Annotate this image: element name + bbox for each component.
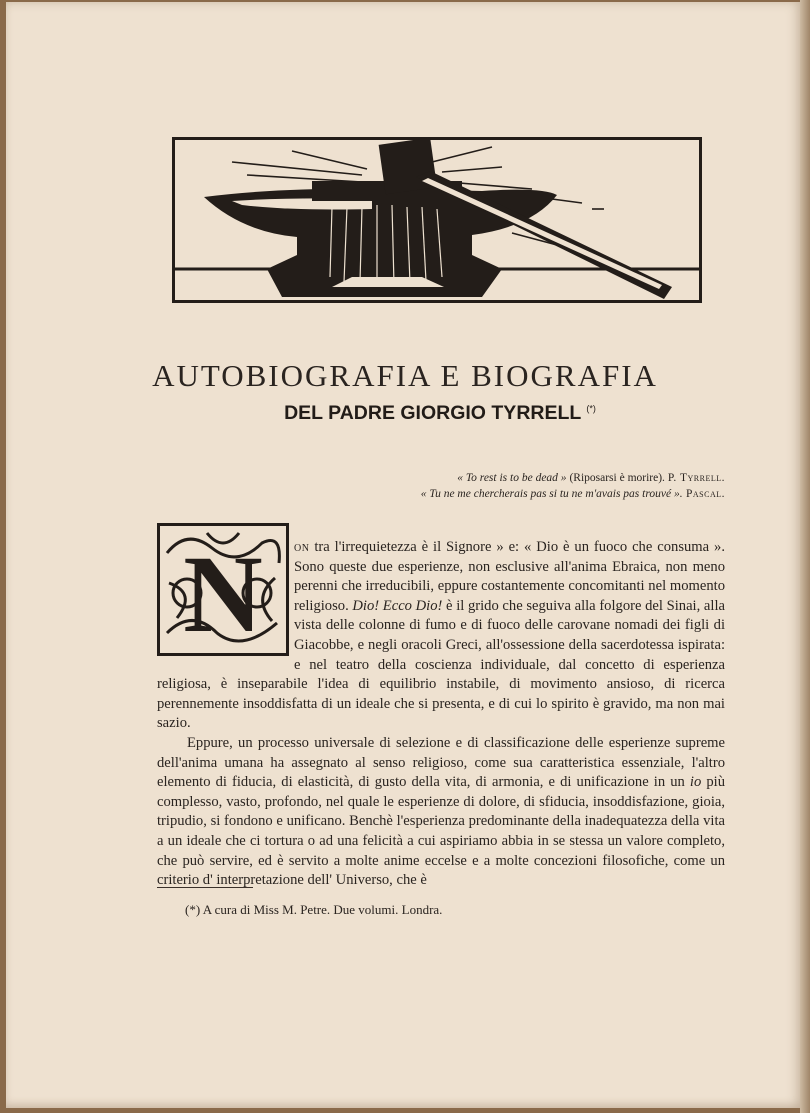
footnote-rule [157,887,253,888]
article-title: AUTOBIOGRAFIA E BIOGRAFIA [152,358,658,393]
epigraph-translation: (Riposarsi è morire). [566,472,668,484]
paragraph-2-text-b: più complesso, vasto, profondo, nel quale le esperienze di dolore, di sfiducia, insoddisfazione, gioia, tripudio, si fondono e unificano. Benchè l'esperienza predominante della inadequatezza della vita a un ideale che ci tortura o ad una felicità a cui aspiriamo abbia in se stessa un valore completo, che può servire, ed è servito a molte anime eccelse e a molte concezioni filosofiche, come un criterio d' interpretazione dell' Universo, che è [157,774,726,889]
epigraph-quote: « To rest is to be dead » [457,472,567,484]
epigraph-author: Pascal. [682,488,725,500]
article-subtitle [0,402,810,425]
article-body [157,538,725,891]
paragraph-1-text-b: è il grido che seguiva alla folgore del Sinai, alla vista delle colonne di fumo e di fuoco delle carovane nomadi dei figli di Giacobbe, e negli oracoli Greci, all'ossessione della sacerdotessa ispirata: e nel teatro della coscienza individuale, dal concetto di esperienza religiosa, è inseparabile l'idea di equilibrio instabile, di movimento ansioso, di ricerca perennemente insoddisfatta di un ideale che si presenta, e di cui lo spirito è gravido, ma non mai sazio. [157,597,725,732]
epigraph-line-1 [421,470,725,486]
epigraph-author: P. Tyrrell. [667,472,725,484]
book-spine [800,0,810,1113]
anvil-hammer-woodcut [172,137,702,303]
paragraph-1-italic: Dio! Ecco Dio! [352,597,443,614]
paragraph-1-text-a: tra l'irrequietezza è il Signore » e: « Dio è un fuoco che consuma ». Sono queste due esperienze, non esclusive all'anima Ebraica, non meno perenni che irreducibili, eppure costantemente concomitanti nel momento religioso. [294,539,725,614]
epigraph [421,470,725,502]
subtitle-text: DEL PADRE GIORGIO TYRRELL [284,402,581,424]
paragraph-1-lead: on [294,539,310,555]
dropcap-space [157,538,294,663]
paragraph-2-text-a: Eppure, un processo universale di selezione e di classificazione delle esperienze supreme dell'anima umana ha assegnato al senso religioso, come sua caratteristica essenziale, l'altro elemento di fiducia, di elasticità, di gusto della vita, di armonia, e di unificazione in un [157,734,725,791]
dropcap-letter: N [183,533,263,655]
footnote: (*) A cura di Miss M. Petre. Due volumi. Londra. [185,902,443,917]
subtitle-note-mark: (*) [586,403,596,414]
paragraph-2-italic: io [689,774,702,791]
epigraph-line-2 [421,486,725,502]
paragraph-2 [157,734,725,891]
epigraph-quote: « Tu ne me chercherais pas si tu ne m'avais pas trouvé ». [420,488,683,500]
